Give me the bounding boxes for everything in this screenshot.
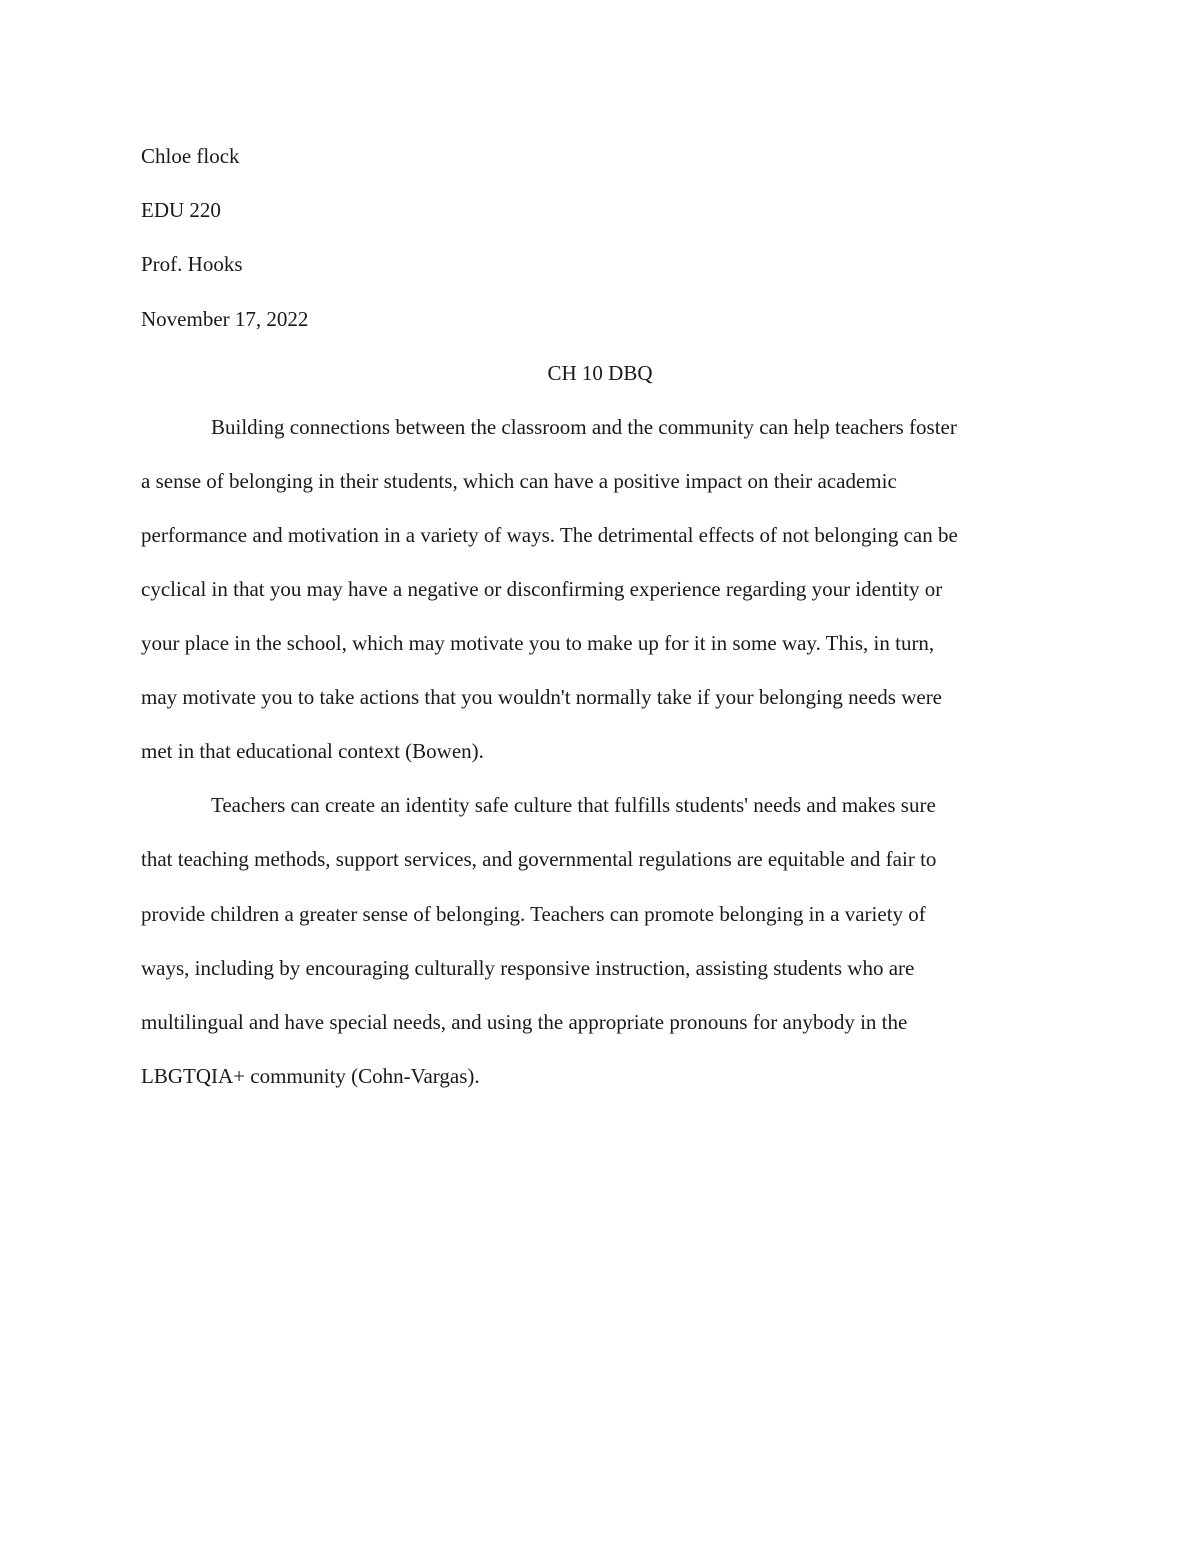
paragraph-line: provide children a greater sense of belonging. Teachers can promote belonging in a variety of: [141, 902, 926, 926]
paragraph-line: ways, including by encouraging culturally responsive instruction, assisting students who are: [141, 956, 915, 980]
document-title: CH 10 DBQ: [547, 361, 653, 385]
paragraph-line: may motivate you to take actions that you wouldn't normally take if your belonging needs were: [141, 685, 943, 709]
paragraph-line: a sense of belonging in their students, which can have a positive impact on their academic: [141, 469, 897, 493]
paragraph-line: met in that educational context (Bowen).: [141, 739, 484, 763]
paragraph-line: LBGTQIA+ community (Cohn-Vargas).: [141, 1064, 480, 1088]
professor-name: Prof. Hooks: [141, 252, 243, 276]
paragraph-line: Building connections between the classroom and the community can help teachers foster: [211, 415, 957, 439]
document-date: November 17, 2022: [141, 307, 309, 331]
author-name: Chloe flock: [141, 144, 240, 168]
paragraph-line: Teachers can create an identity safe culture that fulfills students' needs and makes sure: [211, 793, 936, 817]
paragraph-line: that teaching methods, support services, and governmental regulations are equitable and fair to: [141, 847, 937, 871]
course-code: EDU 220: [141, 198, 221, 222]
paragraph-line: your place in the school, which may motivate you to make up for it in some way. This, in turn,: [141, 631, 935, 655]
paragraph-line: cyclical in that you may have a negative or disconfirming experience regarding your identity or: [141, 577, 943, 601]
paragraph-line: multilingual and have special needs, and using the appropriate pronouns for anybody in the: [141, 1010, 908, 1034]
paragraph-line: performance and motivation in a variety of ways. The detrimental effects of not belonging can be: [141, 523, 958, 547]
